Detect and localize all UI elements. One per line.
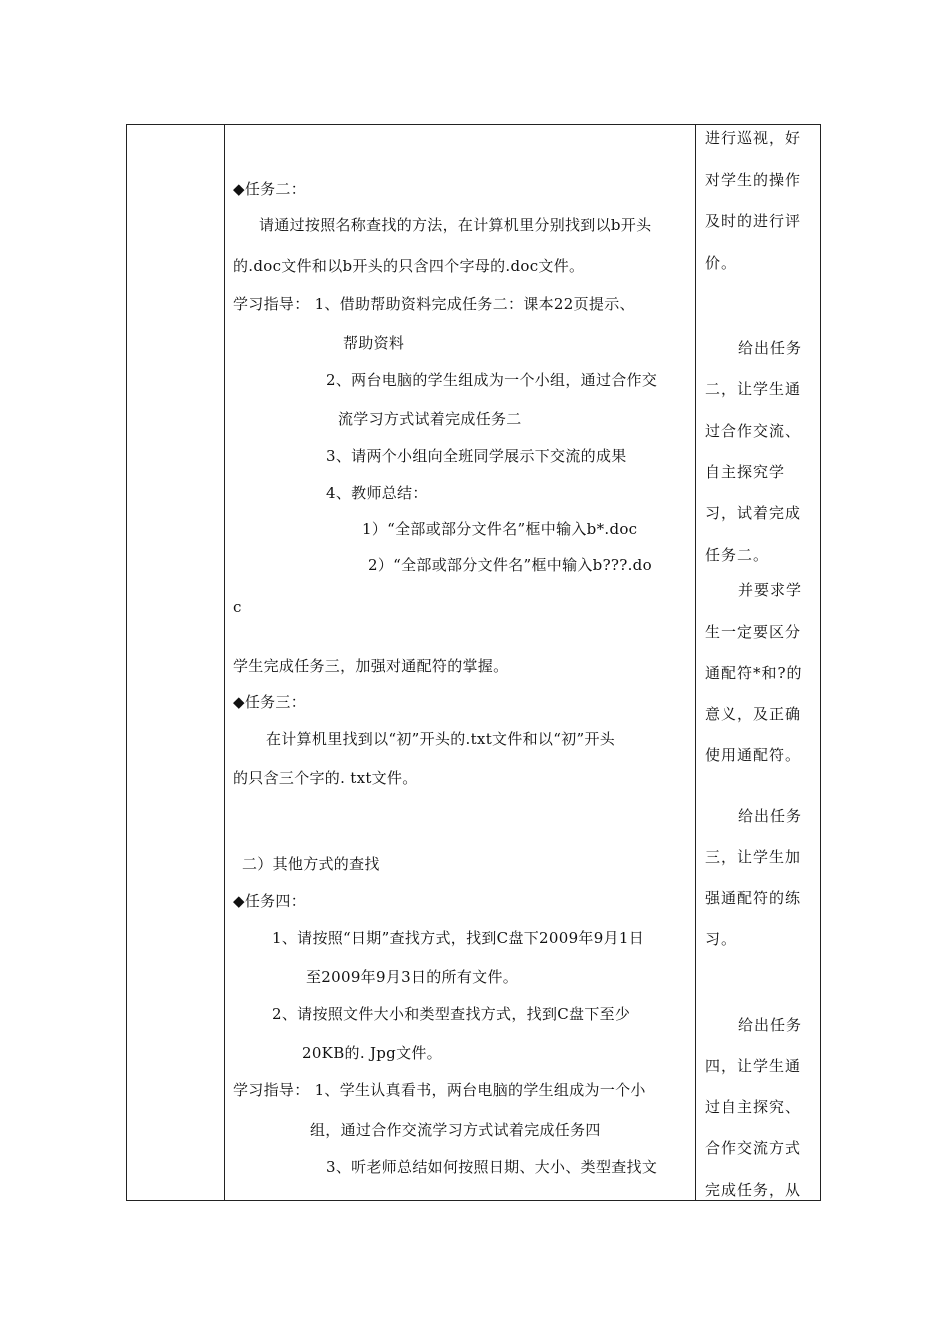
- task-text-line: 3、请两个小组向全班同学展示下交流的成果: [326, 447, 627, 465]
- task-text-line: 4、教师总结：: [326, 484, 428, 502]
- note-text-line: 过自主探究、: [705, 1098, 802, 1116]
- task-text-line: 学习指导： 1、学生认真看书，两台电脑的学生组成为一个小: [233, 1081, 646, 1099]
- note-text-line: 完成任务，从: [705, 1181, 802, 1199]
- note-text-line: 进行巡视，好: [705, 129, 802, 147]
- task-text-line: 的.doc文件和以b开头的只含四个字母的.doc文件。: [233, 257, 585, 275]
- note-text-line: 通配符*和?的: [705, 664, 803, 682]
- note-text-line: 意义，及正确: [705, 705, 802, 723]
- note-text-line: 习，试着完成: [705, 504, 802, 522]
- task-text-line: ◆任务三：: [233, 693, 307, 711]
- task-text-line: 请通过按照名称查找的方法，在计算机里分别找到以b开头: [259, 216, 652, 234]
- column-divider: [695, 125, 696, 1200]
- task-text-line: 流学习方式试着完成任务二: [338, 410, 522, 428]
- note-text-line: 给出任务: [738, 807, 803, 825]
- task-text-line: 20KB的. Jpg文件。: [302, 1044, 442, 1062]
- task-text-line: 帮助资料: [343, 334, 405, 352]
- task-text-line: ◆任务四：: [233, 892, 307, 910]
- note-text-line: 使用通配符。: [705, 746, 802, 764]
- task-text-line: c: [233, 598, 242, 616]
- task-text-line: 组，通过合作交流学习方式试着完成任务四: [310, 1121, 601, 1139]
- task-text-line: 2、请按照文件大小和类型查找方式，找到C盘下至少: [272, 1005, 631, 1023]
- note-text-line: 及时的进行评: [705, 212, 802, 230]
- note-text-line: 对学生的操作: [705, 171, 802, 189]
- task-text-line: 学生完成任务三，加强对通配符的掌握。: [233, 657, 509, 675]
- task-text-line: 学习指导： 1、借助帮助资料完成任务二：课本22页提示、: [233, 295, 635, 313]
- task-text-line: 在计算机里找到以“初”开头的.txt文件和以“初”开头: [266, 730, 616, 748]
- note-text-line: 给出任务: [738, 1016, 803, 1034]
- task-text-line: 至2009年9月3日的所有文件。: [306, 968, 519, 986]
- note-text-line: 习。: [705, 930, 738, 948]
- task-text-line: 3、听老师总结如何按照日期、大小、类型查找文: [326, 1158, 658, 1176]
- note-text-line: 四，让学生通: [705, 1057, 802, 1075]
- note-text-line: 生一定要区分: [705, 623, 802, 641]
- task-text-line: 1）“全部或部分文件名”框中输入b*.doc: [362, 520, 638, 538]
- column-divider: [224, 125, 225, 1200]
- note-text-line: 过合作交流、: [705, 422, 802, 440]
- note-text-line: 并要求学: [738, 581, 803, 599]
- task-text-line: 二）其他方式的查找: [242, 855, 380, 873]
- note-text-line: 合作交流方式: [705, 1139, 802, 1157]
- task-text-line: 1、请按照“日期”查找方式，找到C盘下2009年9月1日: [272, 929, 645, 947]
- task-text-line: ◆任务二：: [233, 180, 307, 198]
- note-text-line: 二，让学生通: [705, 380, 802, 398]
- note-text-line: 任务二。: [705, 546, 770, 564]
- note-text-line: 给出任务: [738, 339, 803, 357]
- task-text-line: 的只含三个字的. txt文件。: [233, 769, 418, 787]
- note-text-line: 强通配符的练: [705, 889, 802, 907]
- task-text-line: 2）“全部或部分文件名”框中输入b???.do: [368, 556, 652, 574]
- note-text-line: 自主探究学: [705, 463, 786, 481]
- note-text-line: 价。: [705, 254, 738, 272]
- note-text-line: 三，让学生加: [705, 848, 802, 866]
- task-text-line: 2、两台电脑的学生组成为一个小组，通过合作交: [326, 371, 658, 389]
